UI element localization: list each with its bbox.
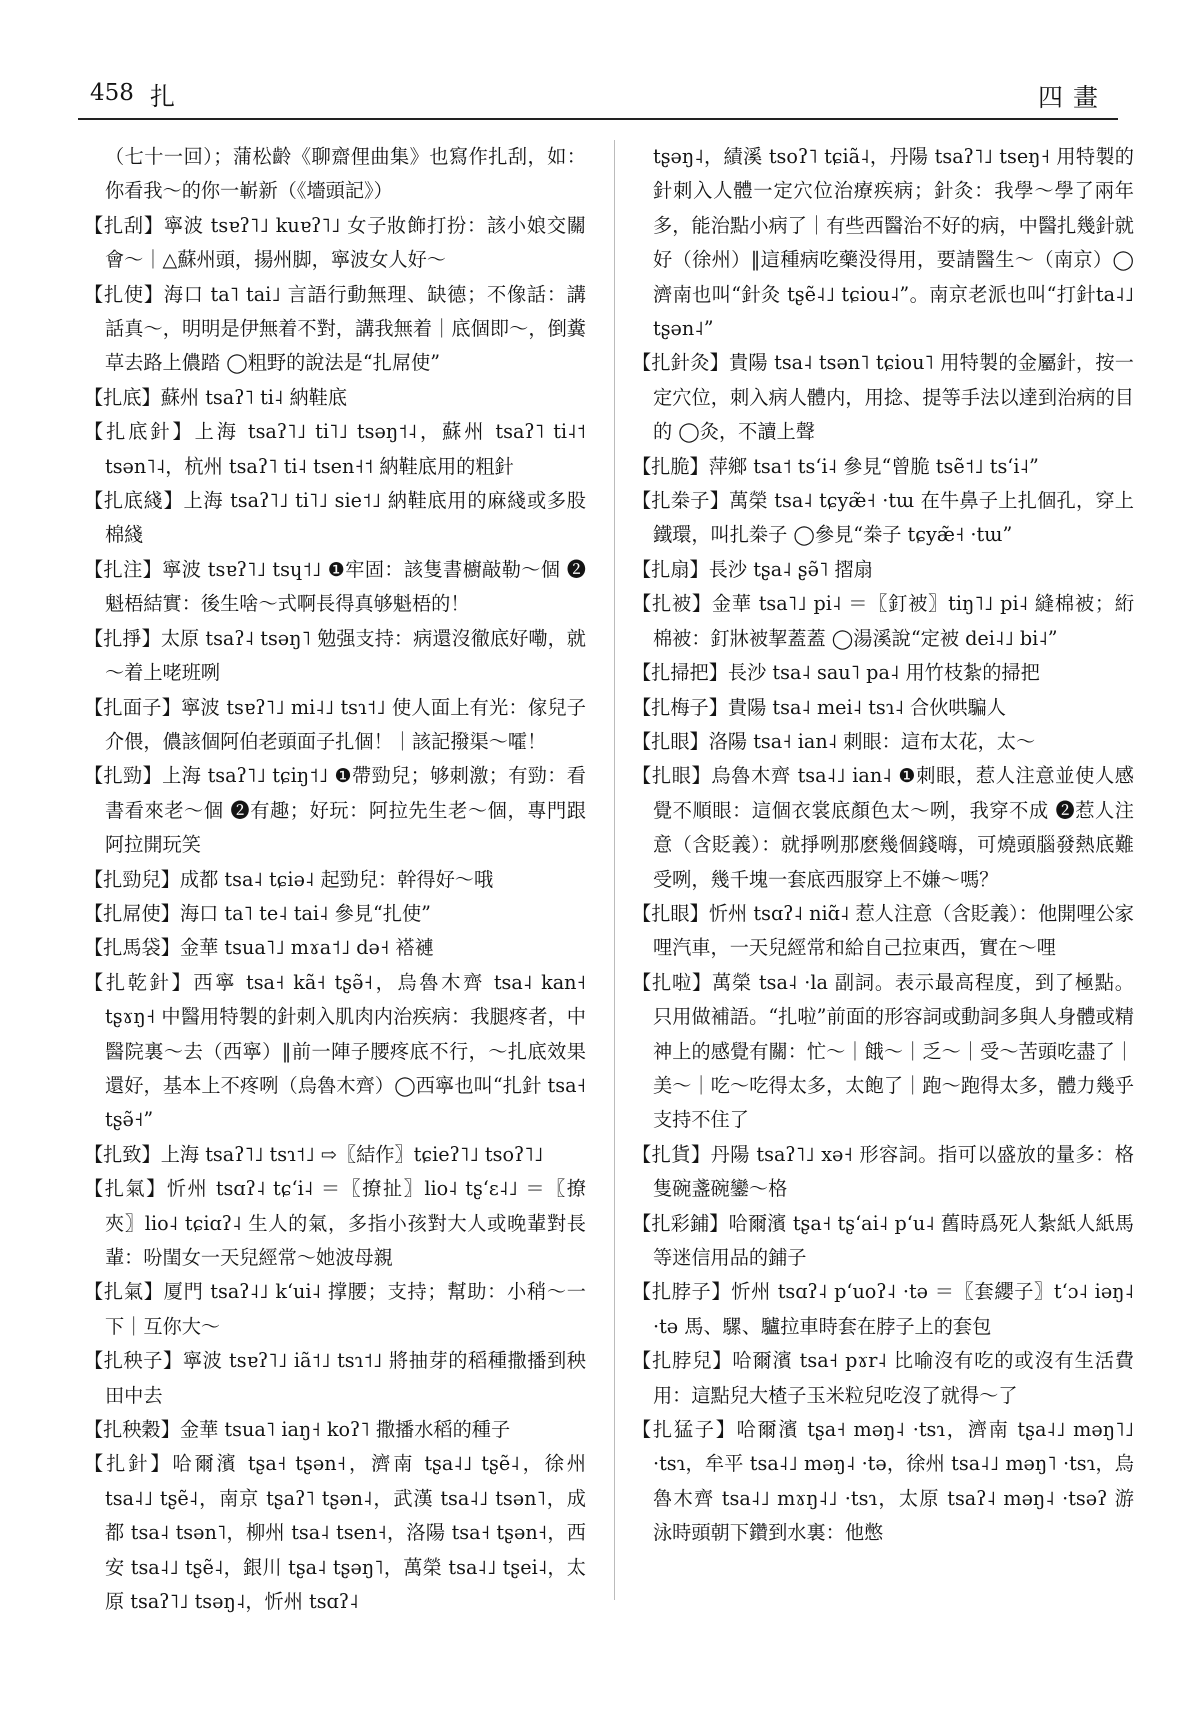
dictionary-entry: 【扎勁兒】成都 tsa˨ tɕiə˨ 起勁兒：幹得好～哦 bbox=[84, 867, 494, 891]
dictionary-entry: 【扎貨】丹陽 tsaʔ˥˩ xə˧ 形容詞。指可以盛放的量多：格隻碗盞碗鑾～格 bbox=[632, 1142, 1134, 1201]
dictionary-entry: 【扎馬袋】金華 tsua˥˩ mɤa˦˩ də˧ 褡褳 bbox=[84, 936, 434, 960]
dictionary-entry: 【扎脖兒】哈爾濱 tsa˧ pɤr˨ 比喻沒有吃的或沒有生活費用：這點兒大楂子玉米粒兒吃沒了就得～了 bbox=[632, 1349, 1134, 1407]
dictionary-entry: 【扎扇】長沙 tʂa˨ ʂə̃˥ 摺扇 bbox=[632, 557, 873, 581]
dictionary-entry: 【扎注】寧波 tsɐʔ˥˩ tsɥ˦˩ ❶牢固：該隻書櫥敲勒～個 ❷魁梧結實：後生啥～式啊長得真够魁梧的！ bbox=[84, 557, 586, 616]
section-label: 四畫 bbox=[1037, 83, 1108, 112]
right-column bbox=[632, 140, 1134, 1551]
dictionary-entry: 【扎眼】忻州 tsɑʔ˨ niɑ̃˨ 惹人注意（含貶義）：他開哩公家哩汽車，一天兒經常和給自己拉東西，實在～哩 bbox=[632, 901, 1134, 960]
dictionary-entry: 【扎氣】忻州 tsɑʔ˨ tɕʻi˨ ＝〖撩扯〗lio˨ tʂʻɛ˨˩ ＝〖撩夾〗lio˨ tɕiɑʔ˨ 生人的氣，多指小孩對大人或晚輩對長輩：吩閨女一天兒經常～她波母親 bbox=[84, 1177, 586, 1269]
dictionary-entry: 【扎掙】太原 tsaʔ˨ tsəŋ˥ 勉强支持：病還沒徹底好嘞，就～着上咾班咧 bbox=[84, 626, 586, 685]
dictionary-entry: 【扎使】海口 ta˥ tai˩ 言語行動無理、缺德；不像話：講話真～，明明是伊無着不對，講我無着｜底個即～，倒糞草去路上儂踏 ◯粗野的說法是“扎屌使” bbox=[84, 282, 586, 375]
dictionary-entry: 【扎啦】萬榮 tsa˨ ·la 副詞。表示最高程度，到了極點。只用做補語。“扎啦”前面的形容詞或動詞多與人身體或精神上的感覺有關：忙～｜餓～｜乏～｜受～苦頭吃盡了｜美～｜吃～吃得太多，太飽了｜跑～跑得太多，體力幾乎支持不住了 bbox=[632, 970, 1134, 1132]
dictionary-entry: 【扎猛子】哈爾濱 tʂa˧ məŋ˨ ·tsɿ，濟南 tʂa˨˩ məŋ˥˩ ·tsɿ，牟平 tsa˨˩ məŋ˨ ·tə，徐州 tsa˨˩ məŋ˥ ·tsɿ，烏魯木齊 tsa˨˩ mɤŋ˨˩ ·tsɿ，太原 tsaʔ˨ məŋ˨ ·tsəʔ 游泳時頭朝下鑽到水裏：他憋 bbox=[632, 1418, 1134, 1545]
column-divider bbox=[614, 140, 615, 1600]
entry-continuation: tʂəŋ˨，績溪 tsoʔ˥ tɕiã˨，丹陽 tsaʔ˥˩ tseŋ˧ 用特製的針刺入人體一定穴位治療疾病；針灸：我學～學了兩年多，能治點小病了｜有些西醫治不好的病，中醫扎幾針就好（徐州）‖這種病吃藥没得用，要請醫生～（南京）◯濟南也叫“針灸 tʂẽ˨˩ tɕiou˨”。南京老派也叫“打針ta˨˩ tʂən˨” bbox=[653, 145, 1134, 341]
dictionary-entry: 【扎勁】上海 tsaʔ˥˩ tɕiŋ˦˩ ❶帶勁兒；够刺激；有勁：看書看來老～個 ❷有趣；好玩：阿拉先生老～個，專門跟阿拉開玩笑 bbox=[84, 764, 586, 857]
dictionary-entry: 【扎被】金華 tsa˥˩ pi˨ ＝〖釘被〗tiŋ˥˩ pi˨ 縫棉被；絎棉被：釘牀被挈蓋蓋 ◯湯溪說“定被 dei˨˩ bi˨” bbox=[632, 592, 1134, 650]
dictionary-entry: 【扎乾針】西寧 tsa˧ kã˧ tʂə̃˧，烏魯木齊 tsa˨ kan˧ tʂɤŋ˧ 中醫用特製的針刺入肌肉内治疾病：我腿疼者，中醫院裏～去（西寧）‖前一陣子腰疼底不行，～扎底效果還好，基本上不疼咧（烏魯木齊）◯西寧也叫“扎針 tsa˧ tʂə̃˧” bbox=[84, 970, 586, 1132]
entry-continuation: （七十一回）；蒲松齡《聊齋俚曲集》也寫作扎刮，如：你看我～的你一嶄新（《墻頭記》） bbox=[105, 145, 586, 203]
dictionary-entry: 【扎脖子】忻州 tsɑʔ˨ pʻuoʔ˨ ·tə ＝〖套纓子〗tʻɔ˨ iəŋ˨ ·tə 馬、騾、驢拉車時套在脖子上的套包 bbox=[632, 1280, 1134, 1338]
dictionary-entry: 【扎梅子】貴陽 tsa˨ mei˨ tsɿ˨ 合伙哄騙人 bbox=[632, 695, 1006, 719]
dictionary-entry: 【扎眼】洛陽 tsa˧ ian˨ 刺眼：這布太花，太～ bbox=[632, 729, 1036, 753]
dictionary-entry: 【扎致】上海 tsaʔ˥˩ tsɿ˦˩ ⇨〖結作〗tɕieʔ˥˩ tsoʔ˥˩ bbox=[84, 1142, 544, 1166]
dictionary-entry: 【扎底綫】上海 tsaʔ˥˩ ti˥˩ sie˦˩ 納鞋底用的麻綫或多股棉綫 bbox=[84, 489, 586, 547]
dictionary-entry: 【扎眼】烏魯木齊 tsa˨˩ ian˨ ❶刺眼，惹人注意並使人感覺不順眼：這個衣裳底顏色太～咧，我穿不成 ❷惹人注意（含貶義）：就掙咧那麽幾個錢嗨，可燒頭腦發熱底難受咧，幾千塊一套底西服穿上不嫌～嗎？ bbox=[632, 764, 1134, 891]
dictionary-entry: 【扎彩鋪】哈爾濱 tʂa˧ tʂʻai˨ pʻu˨ 舊時爲死人紮紙人紙馬等迷信用品的鋪子 bbox=[632, 1211, 1134, 1269]
dictionary-entry: 【扎氣】厦門 tsaʔ˨˩ kʻui˨ 撑腰；支持；幫助：小稍～一下｜互你大～ bbox=[84, 1280, 586, 1338]
dictionary-entry: 【扎秧子】寧波 tsɐʔ˥˩ iã˦˩ tsɿ˦˩ 將抽芽的稻種撒播到秧田中去 bbox=[84, 1349, 586, 1407]
dictionary-entry: 【扎脆】萍鄉 tsa˦ tsʻi˨ 參見“曾脆 tsẽ˦˩ tsʻi˨” bbox=[632, 454, 1039, 478]
dictionary-entry: 【扎底針】上海 tsaʔ˥˩ ti˥˩ tsəŋ˦˨，蘇州 tsaʔ˥ ti˨˦ tsən˥˨，杭州 tsaʔ˥ ti˨ tsen˧˦ 納鞋底用的粗針 bbox=[84, 420, 586, 478]
page-header bbox=[86, 72, 1114, 118]
dictionary-entry: 【扎針】哈爾濱 tʂa˧ tʂən˧，濟南 tʂa˨˩ tʂẽ˨，徐州 tsa˨˩ tʂẽ˨，南京 tʂaʔ˥ tʂən˨，武漢 tsa˨˩ tsən˥，成都 tsa˨ tsən˥，柳州 tsa˨ tsen˧，洛陽 tsa˧ tʂən˧，西安 tsa˨˩ tʂẽ˨，銀川 tʂa˨ tʂəŋ˥，萬榮 tsa˨˩ tʂei˨，太原 tsaʔ˥˩ tsəŋ˨，忻州 tsɑʔ˨ bbox=[84, 1452, 586, 1614]
left-column bbox=[84, 140, 586, 1619]
dictionary-entry: 【扎底】蘇州 tsaʔ˥ ti˨ 納鞋底 bbox=[84, 385, 348, 409]
dictionary-entry: 【扎掃把】長沙 tsa˨ sau˥ pa˨ 用竹枝紮的掃把 bbox=[632, 661, 1040, 685]
page-head-character: 扎 bbox=[150, 82, 176, 111]
dictionary-entry: 【扎桊子】萬榮 tsa˨ tɕyæ̃˧ ·tɯ 在牛鼻子上扎個孔，穿上鐵環，叫扎桊子 ◯參見“桊子 tɕyæ̃˧ ·tɯ” bbox=[632, 489, 1134, 547]
dictionary-entry: 【扎刮】寧波 tsɐʔ˥˩ kuɐʔ˥˩ 女子妝飾打扮：該小娘交關會～｜△蘇州頭，揚州脚，寧波女人好～ bbox=[84, 213, 586, 272]
header-rule bbox=[78, 118, 1118, 120]
dictionary-entry: 【扎秧穀】金華 tsua˥ iaŋ˧ koʔ˥ 撒播水稻的種子 bbox=[84, 1418, 511, 1442]
page-number: 458 bbox=[90, 80, 134, 106]
dictionary-entry: 【扎針灸】貴陽 tsa˨ tsən˥ tɕiou˥ 用特製的金屬針，按一定穴位，刺入病人體内，用捻、提等手法以達到治病的目的 ◯灸，不讀上聲 bbox=[632, 351, 1134, 444]
dictionary-entry: 【扎屌使】海口 ta˥ te˨ tai˨ 參見“扎使” bbox=[84, 901, 431, 925]
dictionary-entry: 【扎面子】寧波 tsɐʔ˥˩ mi˨˩ tsɿ˦˩ 使人面上有光：傢兒子介偎，儂該個阿伯老頭面子扎個！｜該記撥渠～嚯！ bbox=[84, 695, 586, 753]
